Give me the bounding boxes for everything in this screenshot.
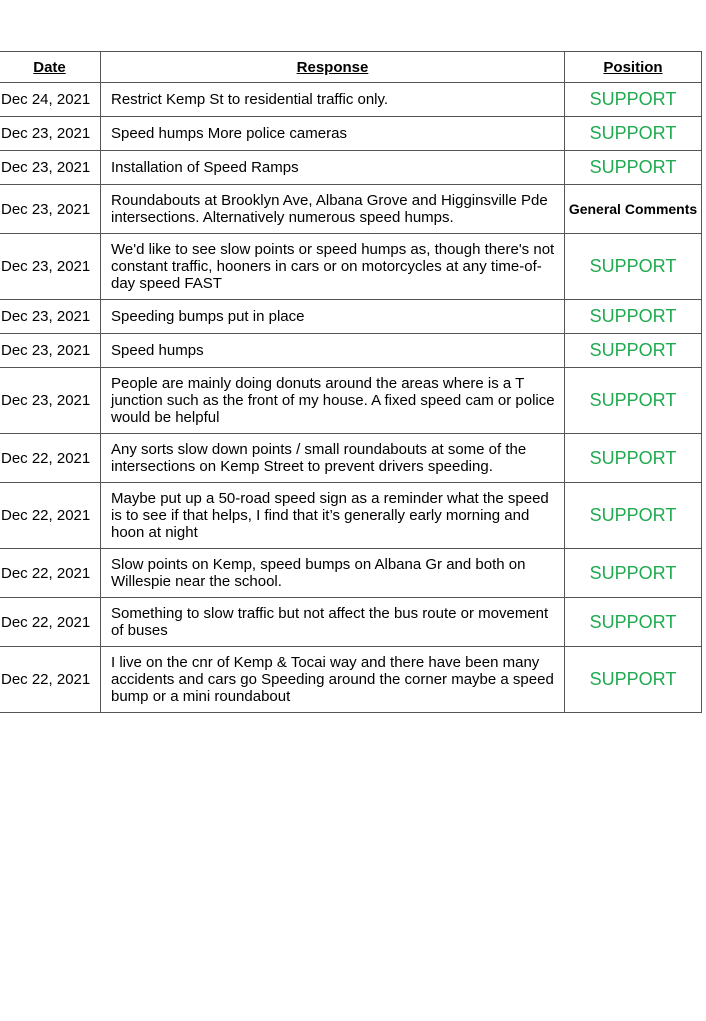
position-cell: SUPPORT [565,483,702,549]
response-cell: Installation of Speed Ramps [101,151,565,185]
date-cell: Dec 23, 2021 [0,334,101,368]
position-cell: SUPPORT [565,83,702,117]
date-header: Date [0,52,101,83]
table-row [0,334,702,368]
date-cell: Dec 23, 2021 [0,117,101,151]
table-row [0,117,702,151]
response-cell: Speeding bumps put in place [101,300,565,334]
table-row [0,434,702,483]
position-cell: SUPPORT [565,117,702,151]
table-row [0,598,702,647]
date-cell: Dec 23, 2021 [0,234,101,300]
response-cell: Roundabouts at Brooklyn Ave, Albana Grove and Higginsville Pde intersections. Alternatively numerous speed humps. [101,185,565,234]
response-cell: Speed humps [101,334,565,368]
position-cell: SUPPORT [565,300,702,334]
response-cell: I live on the cnr of Kemp & Tocai way and there have been many accidents and cars go Speeding around the corner maybe a speed bump or a mini roundabout [101,647,565,713]
date-cell: Dec 24, 2021 [0,83,101,117]
response-cell: We'd like to see slow points or speed humps as, though there's not constant traffic, hooners in cars or on motorcycles at any time-of-day speed FAST [101,234,565,300]
position-cell: SUPPORT [565,234,702,300]
table-row [0,185,702,234]
date-cell: Dec 22, 2021 [0,549,101,598]
position-cell: General Comments [565,185,702,234]
date-cell: Dec 22, 2021 [0,483,101,549]
header-row [0,52,702,83]
position-cell: SUPPORT [565,151,702,185]
table-row [0,368,702,434]
response-cell: People are mainly doing donuts around the areas where is a T junction such as the front of my house. A fixed speed cam or police would be helpful [101,368,565,434]
table-row [0,300,702,334]
response-cell: Any sorts slow down points / small roundabouts at some of the intersections on Kemp Street to prevent drivers speeding. [101,434,565,483]
responses-table [0,51,702,713]
position-cell: SUPPORT [565,647,702,713]
table-row [0,549,702,598]
table-row [0,483,702,549]
date-cell: Dec 23, 2021 [0,185,101,234]
date-cell: Dec 23, 2021 [0,151,101,185]
table-row [0,151,702,185]
position-header: Position [565,52,702,83]
date-cell: Dec 22, 2021 [0,647,101,713]
table-row [0,647,702,713]
response-header: Response [101,52,565,83]
response-cell: Something to slow traffic but not affect the bus route or movement of buses [101,598,565,647]
response-cell: Slow points on Kemp, speed bumps on Albana Gr and both on Willespie near the school. [101,549,565,598]
position-cell: SUPPORT [565,434,702,483]
date-cell: Dec 22, 2021 [0,434,101,483]
position-cell: SUPPORT [565,598,702,647]
response-cell: Restrict Kemp St to residential traffic only. [101,83,565,117]
position-cell: SUPPORT [565,334,702,368]
table-row [0,83,702,117]
response-cell: Maybe put up a 50-road speed sign as a reminder what the speed is to see if that helps, I find that it’s generally early morning and hoon at night [101,483,565,549]
position-cell: SUPPORT [565,368,702,434]
date-cell: Dec 22, 2021 [0,598,101,647]
date-cell: Dec 23, 2021 [0,368,101,434]
date-cell: Dec 23, 2021 [0,300,101,334]
table-row [0,234,702,300]
response-cell: Speed humps More police cameras [101,117,565,151]
position-cell: SUPPORT [565,549,702,598]
